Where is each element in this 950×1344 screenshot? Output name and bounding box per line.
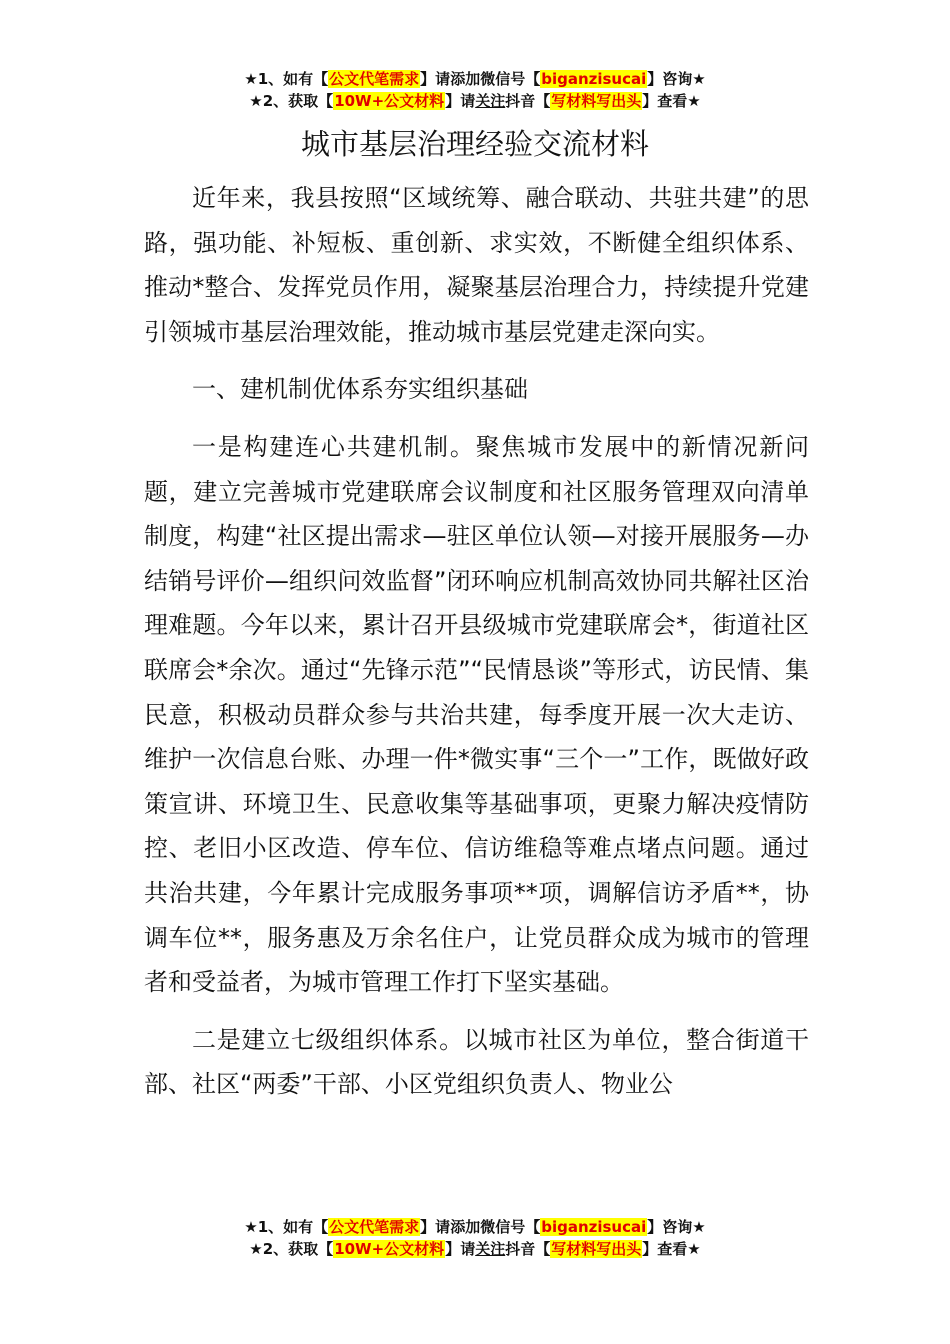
paragraph-intro: 近年来，我县按照“区域统筹、融合联动、共驻共建”的思路，强功能、补短板、重创新、求实效，不断健全组织体系、推动*整合、发挥党员作用，凝聚基层治理合力，持续提升党建引领城市基层治理效能，推动城市基层党建走深向实。	[144, 184, 809, 346]
banner-line-1	[0, 68, 950, 90]
document-title: 城市基层治理经验交流材料	[300, 127, 649, 161]
highlight-service: 公文代笔需求	[329, 1218, 420, 1236]
banner-text: 】查看★	[642, 92, 701, 110]
highlight-wechat-id: biganzisucai	[541, 1218, 647, 1236]
highlight-service: 公文代笔需求	[329, 70, 420, 88]
banner-emphasis: 关注	[475, 1240, 506, 1258]
highlight-wechat-id: biganzisucai	[541, 70, 647, 88]
banner-emphasis: 添加	[450, 1218, 481, 1236]
banner-text: 】请	[445, 1240, 476, 1258]
banner-text: ★2、获取【	[249, 1240, 334, 1258]
banner-text: 】请	[420, 1218, 451, 1236]
paragraph-organization: 二是建立七级组织体系。以城市社区为单位，整合街道干部、社区“两委”干部、小区党组织负责人、物业公	[144, 1025, 809, 1099]
footer-banner	[0, 1216, 950, 1260]
highlight-douyin-account: 写材料写出头	[551, 92, 642, 110]
banner-emphasis: 关注	[475, 92, 506, 110]
banner-text: 】查看★	[642, 1240, 701, 1258]
banner-text: 微信号【	[480, 1218, 541, 1236]
paragraph-mechanism: 一是构建连心共建机制。聚焦城市发展中的新情况新问题，建立完善城市党建联席会议制度和社区服务管理双向清单制度，构建“社区提出需求—驻区单位认领—对接开展服务—办结销号评价—组织问效监督”闭环响应机制高效协同共解社区治理难题。今年以来，累计召开县级城市党建联席会*，街道社区联席会*余次。通过“先锋示范”“民情恳谈”等形式，访民情、集民意，积极动员群众参与共治共建，每季度开展一次大走访、维护一次信息台账、办理一件*微实事“三个一”工作，既做好政策宣讲、环境卫生、民意收集等基础事项，更聚力解决疫情防控、老旧小区改造、停车位、信访维稳等难点堵点问题。通过共治共建，今年累计完成服务事项**项，调解信访矛盾**，协调车位**，服务惠及万余名住户，让党员群众成为城市的管理者和受益者，为城市管理工作打下坚实基础。	[144, 432, 809, 997]
banner-text: 抖音【	[505, 92, 551, 110]
banner-line-2	[0, 1238, 950, 1260]
banner-text: ★1、如有【	[244, 70, 329, 88]
banner-text: ★2、获取【	[249, 92, 334, 110]
section-heading: 一、建机制优体系夯实组织基础	[192, 375, 528, 404]
banner-emphasis: 添加	[450, 70, 481, 88]
banner-text: ★1、如有【	[244, 1218, 329, 1236]
banner-text: 抖音【	[505, 1240, 551, 1258]
banner-line-1	[0, 1216, 950, 1238]
banner-line-2	[0, 90, 950, 112]
header-banner	[0, 68, 950, 112]
banner-text: 】咨询★	[647, 70, 706, 88]
highlight-douyin-account: 写材料写出头	[551, 1240, 642, 1258]
banner-text: 微信号【	[480, 70, 541, 88]
highlight-materials: 10W+公文材料	[334, 1240, 445, 1258]
banner-text: 】请	[445, 92, 476, 110]
banner-text: 】咨询★	[647, 1218, 706, 1236]
document-body	[144, 176, 809, 1120]
banner-text: 】请	[420, 70, 451, 88]
highlight-materials: 10W+公文材料	[334, 92, 445, 110]
